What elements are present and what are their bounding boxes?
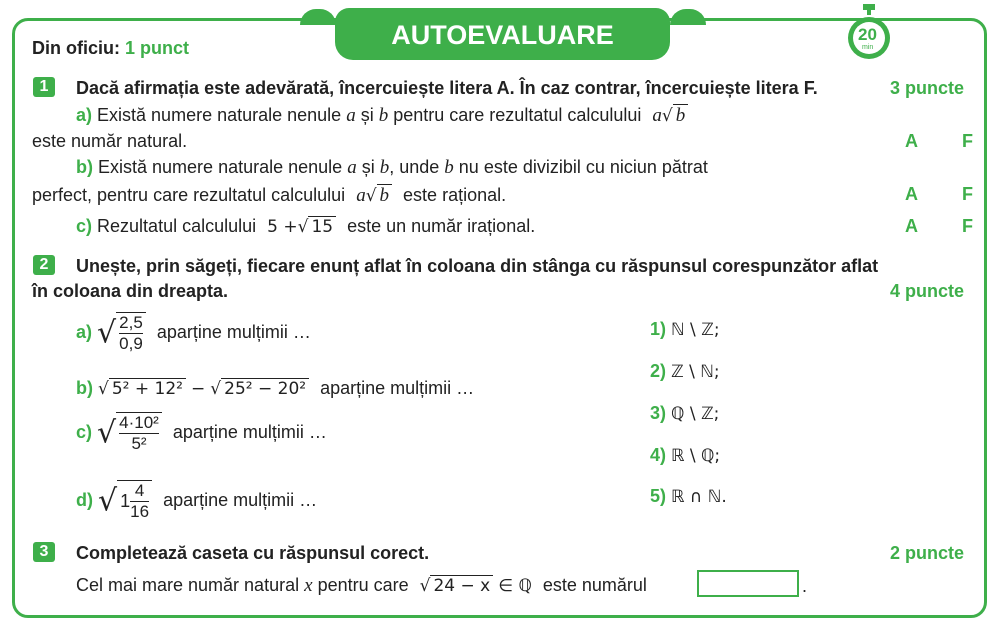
ex2-right-4 xyxy=(650,445,720,466)
ex1-a-expr-a: a xyxy=(652,105,662,126)
ex2-left-d-letter: d) xyxy=(76,489,93,510)
ex1-a-var2: b xyxy=(378,105,389,126)
ex1-b-option-f[interactable]: F xyxy=(962,184,973,204)
ex2-statement-line1: Unește, prin săgeți, fiecare enunț aflat în coloana din stânga cu răspunsul corespunzător aflat xyxy=(76,256,879,276)
ex1-c-text1: Rezultatul calculului xyxy=(97,216,257,236)
ex2-right-2-text: ℤ \ ℕ; xyxy=(671,362,720,382)
ex3-expr: 24 − x xyxy=(430,575,493,596)
ex3-text2: pentru care xyxy=(317,575,409,595)
ex2-left-a-letter: a) xyxy=(76,321,93,342)
ex3-expr-tail: ∈ ℚ xyxy=(498,576,532,596)
ex2-right-2-label: 2) xyxy=(650,361,667,381)
ex2-left-d-num: 4 xyxy=(134,481,145,500)
ex2-right-4-text: ℝ \ ℚ; xyxy=(671,446,721,466)
tab-right-ear xyxy=(670,9,706,25)
ex3-answer-box[interactable] xyxy=(697,570,799,597)
ex2-left-c: c) √ $\frac{\text{4·10²}}{\text{5²}}$ aparține mulțimii … xyxy=(76,413,327,453)
ex1-c-expr-pre: 5 + xyxy=(267,217,298,237)
ex1-a-line1: a) Există numere naturale nenule a și b pentru care rezultatul calculului a√ b xyxy=(76,104,688,127)
ex2-left-b: b) √ 5² + 12² − √ 25² − 20² aparține mulțimii … xyxy=(76,378,475,399)
ex2-right-3-text: ℚ \ ℤ; xyxy=(671,404,720,424)
ex2-right-5-label: 5) xyxy=(650,486,667,506)
ex2-right-4-label: 4) xyxy=(650,445,667,465)
ex1-b-si: și xyxy=(361,157,375,177)
ex1-c-letter: c) xyxy=(76,216,93,236)
ex3-points: 2 puncte xyxy=(890,543,965,563)
ex1-b-line2a: perfect, pentru care rezultatul calculului xyxy=(32,185,346,205)
ex1-a-option-f[interactable]: F xyxy=(962,131,973,151)
ex2-left-b-minus: − xyxy=(191,379,206,399)
ex2-left-d: d) √ 1 $\frac{4}{16}$ aparține mulțimii … xyxy=(76,481,318,521)
ex1-c-expr-rad: 15 xyxy=(308,216,336,237)
ex2-right-1-label: 1) xyxy=(650,319,667,339)
ex2-left-d-den: 16 xyxy=(130,502,150,521)
ex3-statement: Completează caseta cu răspunsul corect. xyxy=(76,543,430,563)
ex2-right-1 xyxy=(650,319,720,340)
ex2-right-5-text: ℝ ∩ ℕ. xyxy=(671,487,727,507)
din-oficiu-value: 1 punct xyxy=(125,38,190,58)
ex1-c-option-a[interactable]: A xyxy=(905,216,918,236)
ex2-left-a: a) √ $\frac{2,5}{0,9}$ aparține mulțimii … xyxy=(76,313,311,353)
ex2-left-a-num: 2,5 xyxy=(119,313,143,332)
ex1-points: 3 puncte xyxy=(890,78,965,98)
ex2-left-b-expr1: 5² + 12² xyxy=(109,378,186,399)
ex2-right-3-label: 3) xyxy=(650,403,667,423)
ex2-right-3 xyxy=(650,403,719,424)
ex1-a-text1: Există numere naturale nenule xyxy=(97,105,342,125)
ex1-b-text2: , unde xyxy=(389,157,440,177)
ex3-text1: Cel mai mare număr natural xyxy=(76,575,300,595)
ex1-a-line2: este număr natural. xyxy=(32,131,188,151)
din-oficiu xyxy=(32,38,189,59)
ex1-b-var3: b xyxy=(444,157,454,178)
timer-value: 20 xyxy=(858,25,877,44)
ex1-a-option-a[interactable]: A xyxy=(905,131,918,151)
ex2-number: 2 xyxy=(33,255,55,275)
ex3-number: 3 xyxy=(33,542,55,562)
ex1-a-expr-b: b xyxy=(673,104,689,127)
din-oficiu-label: Din oficiu: xyxy=(32,38,120,58)
ex2-left-a-tail: aparține mulțimii … xyxy=(156,321,311,342)
ex2-statement-line2: în coloana din dreapta. xyxy=(32,281,229,301)
ex1-a-letter: a) xyxy=(76,105,93,125)
ex2-left-c-letter: c) xyxy=(76,421,93,442)
ex2-left-d-whole: 1 xyxy=(120,491,131,511)
ex1-b-line2: perfect, pentru care rezultatul calculului a√ b este rațional. xyxy=(32,185,507,206)
ex1-number: 1 xyxy=(33,77,55,97)
timer-unit: min xyxy=(862,44,874,51)
ex2-left-b-expr2: 25² − 20² xyxy=(221,378,309,399)
ex1-b-var2: b xyxy=(379,157,390,178)
ex1-b-var1: a xyxy=(347,157,357,178)
page-title: AUTOEVALUARE xyxy=(335,8,670,60)
ex1-c-line: c) Rezultatul calculului 5 +√ 15 este un număr irațional. xyxy=(76,216,536,237)
ex2-left-b-tail: aparține mulțimii … xyxy=(320,378,475,398)
ex3-end: . xyxy=(802,576,808,596)
tab-left-ear xyxy=(300,9,336,25)
ex1-b-letter: b) xyxy=(76,157,93,177)
ex3-text3: este numărul xyxy=(542,575,647,595)
ex1-statement: Dacă afirmația este adevărată, încercuiește litera A. În caz contrar, încercuiește litera F. xyxy=(76,78,818,98)
ex1-c-option-f[interactable]: F xyxy=(962,216,973,236)
ex1-a-var1: a xyxy=(346,105,356,126)
ex1-c-text2: este un număr irațional. xyxy=(347,216,536,236)
timer-icon xyxy=(845,2,893,62)
ex1-a-si: și xyxy=(360,105,374,125)
ex1-b-text1: Există numere naturale nenule xyxy=(98,157,343,177)
ex2-left-c-tail: aparține mulțimii … xyxy=(172,421,327,442)
ex2-left-b-letter: b) xyxy=(76,378,93,398)
ex1-b-expr-b: b xyxy=(377,184,393,207)
ex1-b-expr-a: a xyxy=(356,185,366,206)
ex2-left-a-den: 0,9 xyxy=(119,334,143,353)
ex2-points: 4 puncte xyxy=(890,281,965,301)
ex2-right-5 xyxy=(650,486,727,507)
ex1-b-line1 xyxy=(76,157,708,179)
ex2-right-2 xyxy=(650,361,720,382)
ex1-b-text3: nu este divizibil cu niciun pătrat xyxy=(458,157,708,177)
ex2-left-d-tail: aparține mulțimii … xyxy=(163,489,318,510)
ex2-left-c-den: 5² xyxy=(131,434,147,453)
ex3-question: Cel mai mare număr natural x pentru care √ 24 − x ∈ ℚ este numărul xyxy=(76,575,647,596)
ex1-b-line2b: este rațional. xyxy=(403,185,507,205)
ex1-b-option-a[interactable]: A xyxy=(905,184,918,204)
ex1-a-text2: pentru care rezultatul calculului xyxy=(393,105,642,125)
ex2-left-c-num: 4·10² xyxy=(119,413,159,432)
ex2-right-1-text: ℕ \ ℤ; xyxy=(671,320,720,340)
ex3-var: x xyxy=(304,575,313,596)
